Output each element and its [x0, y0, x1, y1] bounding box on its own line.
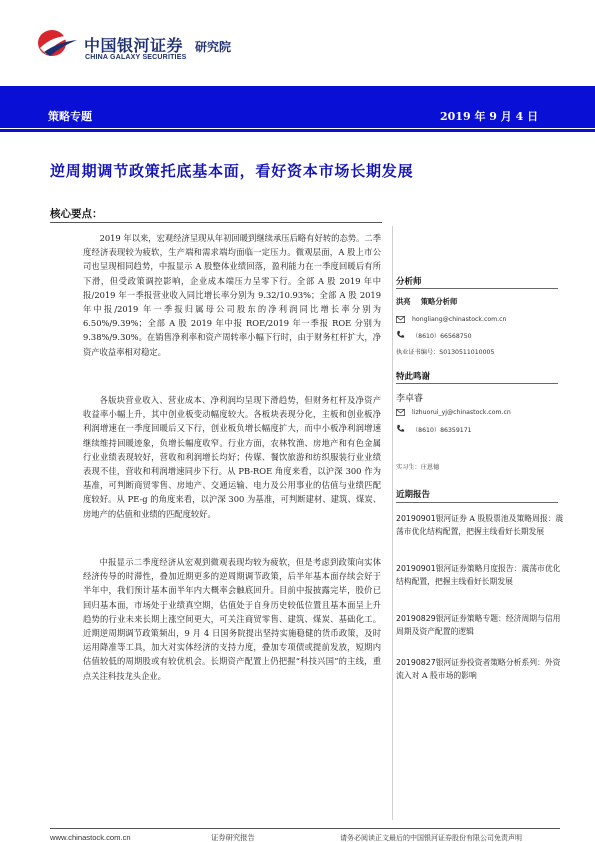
thanks-rule: [396, 383, 558, 384]
analyst1-email[interactable]: hongliang@chinastock.com.cn: [412, 316, 507, 323]
assistant-line: 实习生：庄恩德: [396, 464, 440, 471]
analyst1-cert: 执业证书编号：S0130511010005: [396, 349, 495, 356]
footer-url[interactable]: www.chinastock.com.cn: [50, 833, 131, 842]
page-header: [0, 0, 595, 70]
report-title: 银河证券策略专题：经济周期与信用周期及资产配置的逻辑: [396, 614, 561, 636]
report-date: 20190827: [396, 658, 436, 667]
recent-report-item[interactable]: [396, 512, 564, 538]
analyst1-line: [396, 297, 457, 307]
email-icon: [396, 315, 405, 324]
analyst1-name: 洪亮: [396, 297, 411, 306]
report-type: 策略专题: [48, 110, 92, 123]
report-date: 20190829: [396, 614, 436, 623]
analyst2-phone: （8610）86359171: [412, 427, 472, 434]
section-rule: [50, 222, 382, 223]
analyst1-title: 策略分析师: [420, 297, 458, 306]
section-heading: 核心要点：: [50, 208, 103, 220]
phone-icon: [396, 330, 405, 339]
thanks-heading: 特此鸣谢: [396, 372, 431, 382]
report-date: 2019 年 9 月 4 日: [440, 110, 539, 123]
institute-label: 研究院: [195, 40, 232, 54]
footer-disclaimer: 请务必阅读正文最后的中国银河证券股份有限公司免责声明: [340, 834, 522, 842]
recent-report-item[interactable]: [396, 656, 564, 682]
email-icon: [396, 408, 405, 417]
page-title: 逆周期调节政策托底基本面，看好资本市场长期发展: [50, 162, 414, 180]
galaxy-logo-icon: [36, 28, 78, 58]
analyst2-name: 李卓睿: [396, 394, 424, 404]
banner-underline: [0, 128, 595, 132]
footer-rule: [50, 828, 560, 829]
recent-report-item[interactable]: [396, 562, 564, 588]
body-paragraph-2: 各版块营业收入、营业成本、净利润均呈现下滑趋势，但财务杠杆及净资产收益率小幅上升，其中创业板变动幅度较大。各板块表现分化，主板和创业板净利润增速在一季度回暖后又下行，创业板负增长幅度扩大，而中小板净利润增速继续维持回暖迹象，负增长幅度收窄。行业方面，农林牧渔、房地产和有色金属行业业绩表现较好，营收和利润增长均好；传媒、餐饮旅游和纺织服装行业业绩表现不佳，营收和利润增速同步下行。从 PB-ROE 角度来看，以沪深 300 作为基准，可判断商贸零售、房地产、交通运输、电力及公用事业的估值与业绩匹配度较好。从 PE-g 的角度来看，以沪深 300 为基准，可判断建材、建筑、煤炭、房地产的估值和业绩的匹配度较好。: [83, 395, 381, 519]
body-paragraph-1: 2019 年以来，宏观经济呈现从年初回暖到继续承压后略有好转的态势。二季度经济表现较为疲软，生产端和需求端均面临一定压力。微观层面，A 股上市公司也呈现相同趋势，中报显示 A 股整体业绩回落，盈利能力在一季度回暖后有所下滑，但受政策调控影响，企业成本端压力呈零下行。全部 A 股 2019 年中报/2019 年一季报营业收入同比增长率分别为 9.32/10.93%；全部 A 股 2019 年中报/2019 年一季报归属母公司股东的净利润同比增长率分别为 6.50%/9.39%；全部 A 股 2019 年中报 ROE/2019 年一季报 ROE 分别为 9.38%/9.30%。在销售净利率和资产周转率小幅下行时，由于财务杠杆扩大，净资产收益率相对稳定。: [83, 233, 381, 357]
report-title: 银河证券策略月度报告：震荡市优化结构配置，把握主线看好长期发展: [396, 564, 561, 586]
recent-report-item[interactable]: [396, 612, 564, 638]
analyst-heading: 分析师: [396, 277, 422, 287]
recent-rule: [396, 502, 558, 503]
phone-icon: [396, 424, 405, 433]
recent-heading: 近期报告: [396, 490, 431, 500]
analyst2-email[interactable]: lizhuorui_yj@chinastock.com.cn: [412, 409, 511, 416]
report-title: 银河证券投资者策略分析系列：外资流入对 A 股市场的影响: [396, 658, 561, 680]
report-date: 20190901: [396, 564, 436, 573]
footer-label: 证券研究报告: [211, 833, 255, 842]
report-date: 20190901: [396, 514, 436, 523]
column-divider: [392, 226, 393, 820]
analyst1-phone: （8610）66568750: [412, 333, 472, 340]
report-title: 银河证券 A 股股票池及策略周报：震荡市优化结构配置，把握主线看好长期发展: [396, 514, 564, 536]
analyst-rule: [396, 288, 558, 289]
body-paragraph-3: 中报显示二季度经济从宏观到微观表现均较为疲软，但是考虑到政策向实体经济传导的时滞性，叠加近期更多的逆周期调节政策，后半年基本面存续会好于半年中，我们预计基本面半年内大概率会触底回升。目前中报披露完毕，股价已回归基本面，市场处于业绩真空期，估值处于自身历史较低位置且基本面呈上升趋势的行业未来长期上涨空间更大，可关注商贸零售、建筑、煤炭、基础化工。近期逆周期调节政策频出，9 月 4 日国务院提出坚持实施稳健的货币政策，及时运用降准等工具，加大对实体经济的支持力度，叠加专项债或提前发放，短期内估值较低的周期股或有较优机会。长期资产配置上仍把握“科技兴国”的主线，重点关注科技龙头企业。: [83, 557, 381, 681]
brand-name-en: CHINA GALAXY SECURITIES: [85, 54, 187, 61]
brand-name-cn: 中国银河证券: [84, 36, 184, 55]
